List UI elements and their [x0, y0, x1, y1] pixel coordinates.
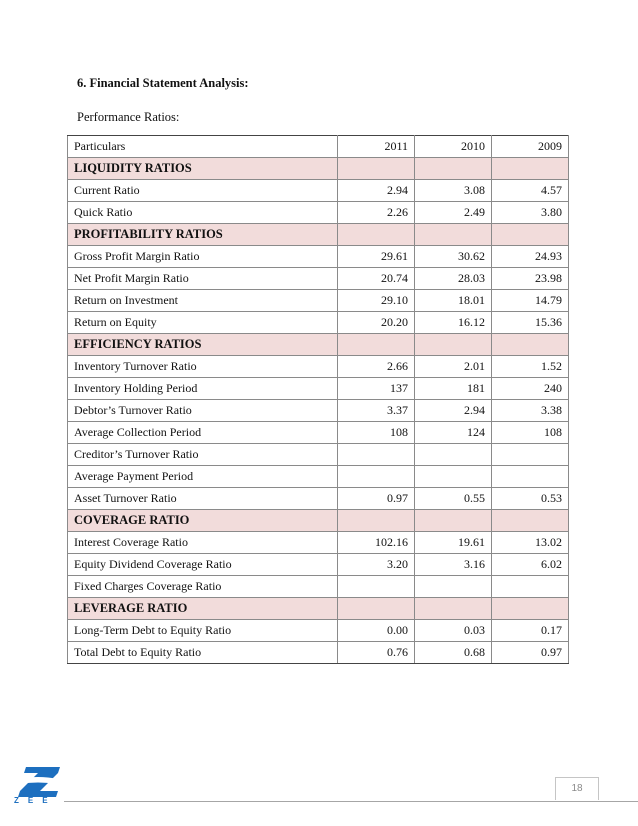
ratio-value-2011 [338, 466, 415, 488]
ratio-label: Creditor’s Turnover Ratio [68, 444, 338, 466]
ratio-label: Net Profit Margin Ratio [68, 268, 338, 290]
header-year-2009: 2009 [492, 136, 569, 158]
section-empty-cell [338, 224, 415, 246]
ratio-value-2009: 108 [492, 422, 569, 444]
section-label: PROFITABILITY RATIOS [68, 224, 338, 246]
ratio-value-2010: 3.08 [415, 180, 492, 202]
table-row [68, 268, 569, 290]
ratio-value-2011: 29.10 [338, 290, 415, 312]
ratio-value-2010 [415, 466, 492, 488]
ratio-value-2009: 3.80 [492, 202, 569, 224]
ratio-value-2011 [338, 444, 415, 466]
ratio-label: Return on Investment [68, 290, 338, 312]
section-empty-cell [492, 510, 569, 532]
ratio-value-2010: 30.62 [415, 246, 492, 268]
zee-logo [4, 765, 64, 820]
ratio-value-2011: 0.97 [338, 488, 415, 510]
ratio-value-2011: 0.76 [338, 642, 415, 664]
logo-wordmark: ZEE [14, 796, 57, 805]
ratio-label: Debtor’s Turnover Ratio [68, 400, 338, 422]
header-year-2011: 2011 [338, 136, 415, 158]
section-empty-cell [415, 510, 492, 532]
ratio-value-2010: 124 [415, 422, 492, 444]
header-particulars: Particulars [68, 136, 338, 158]
section-empty-cell [415, 598, 492, 620]
ratio-value-2010: 181 [415, 378, 492, 400]
ratio-value-2010 [415, 444, 492, 466]
ratio-value-2009: 23.98 [492, 268, 569, 290]
section-heading: 6. Financial Statement Analysis: [77, 76, 249, 90]
ratio-value-2010: 18.01 [415, 290, 492, 312]
ratio-value-2011: 2.26 [338, 202, 415, 224]
ratio-label: Interest Coverage Ratio [68, 532, 338, 554]
ratio-label: Gross Profit Margin Ratio [68, 246, 338, 268]
section-empty-cell [492, 158, 569, 180]
ratio-value-2011: 29.61 [338, 246, 415, 268]
section-empty-cell [492, 598, 569, 620]
table-row [68, 400, 569, 422]
section-empty-cell [338, 598, 415, 620]
ratio-value-2010: 2.49 [415, 202, 492, 224]
ratio-value-2011: 3.20 [338, 554, 415, 576]
header-year-2010: 2010 [415, 136, 492, 158]
ratio-value-2009 [492, 466, 569, 488]
ratio-value-2010: 16.12 [415, 312, 492, 334]
ratio-value-2009: 0.97 [492, 642, 569, 664]
section-label: LIQUIDITY RATIOS [68, 158, 338, 180]
section-empty-cell [338, 158, 415, 180]
ratio-value-2011: 20.74 [338, 268, 415, 290]
ratio-value-2010: 19.61 [415, 532, 492, 554]
section-empty-cell [415, 224, 492, 246]
ratio-value-2009: 0.53 [492, 488, 569, 510]
section-empty-cell [338, 334, 415, 356]
ratio-value-2009 [492, 444, 569, 466]
ratio-value-2011 [338, 576, 415, 598]
section-empty-cell [492, 334, 569, 356]
ratio-value-2009: 6.02 [492, 554, 569, 576]
ratio-value-2011: 108 [338, 422, 415, 444]
section-row [68, 334, 569, 356]
section-label: COVERAGE RATIO [68, 510, 338, 532]
table-body [68, 158, 569, 664]
table-row [68, 444, 569, 466]
table-row [68, 246, 569, 268]
zee-logo-mark [4, 765, 64, 799]
ratio-value-2009: 15.36 [492, 312, 569, 334]
ratio-value-2010: 3.16 [415, 554, 492, 576]
ratio-value-2009: 4.57 [492, 180, 569, 202]
ratio-value-2010: 0.55 [415, 488, 492, 510]
ratio-label: Total Debt to Equity Ratio [68, 642, 338, 664]
section-empty-cell [492, 224, 569, 246]
performance-ratios-table [67, 135, 569, 664]
table-row [68, 532, 569, 554]
table-row [68, 378, 569, 400]
ratio-value-2011: 137 [338, 378, 415, 400]
ratio-value-2010: 2.94 [415, 400, 492, 422]
ratio-label: Equity Dividend Coverage Ratio [68, 554, 338, 576]
table-caption: Performance Ratios: [77, 110, 180, 124]
section-row [68, 598, 569, 620]
table-row [68, 554, 569, 576]
ratio-value-2010: 0.03 [415, 620, 492, 642]
ratio-label: Fixed Charges Coverage Ratio [68, 576, 338, 598]
table-row [68, 312, 569, 334]
section-row [68, 224, 569, 246]
table-row [68, 356, 569, 378]
section-row [68, 158, 569, 180]
table-row [68, 290, 569, 312]
ratio-label: Asset Turnover Ratio [68, 488, 338, 510]
table-header-row [68, 136, 569, 158]
section-empty-cell [415, 334, 492, 356]
ratio-label: Average Collection Period [68, 422, 338, 444]
ratio-label: Inventory Turnover Ratio [68, 356, 338, 378]
ratio-value-2011: 0.00 [338, 620, 415, 642]
ratio-value-2011: 102.16 [338, 532, 415, 554]
ratio-value-2011: 20.20 [338, 312, 415, 334]
ratio-value-2011: 2.94 [338, 180, 415, 202]
ratio-value-2010: 0.68 [415, 642, 492, 664]
table-row [68, 180, 569, 202]
table-row [68, 620, 569, 642]
table-row [68, 422, 569, 444]
ratio-value-2009: 14.79 [492, 290, 569, 312]
table-row [68, 202, 569, 224]
ratio-value-2011: 3.37 [338, 400, 415, 422]
ratio-label: Quick Ratio [68, 202, 338, 224]
section-label: EFFICIENCY RATIOS [68, 334, 338, 356]
ratio-value-2009: 24.93 [492, 246, 569, 268]
ratio-value-2010 [415, 576, 492, 598]
ratio-value-2009 [492, 576, 569, 598]
footer-rule [64, 801, 638, 802]
ratio-value-2010: 28.03 [415, 268, 492, 290]
section-empty-cell [415, 158, 492, 180]
table-row [68, 576, 569, 598]
table-row [68, 466, 569, 488]
ratio-value-2011: 2.66 [338, 356, 415, 378]
section-row [68, 510, 569, 532]
ratio-label: Long-Term Debt to Equity Ratio [68, 620, 338, 642]
ratio-value-2009: 0.17 [492, 620, 569, 642]
section-label: LEVERAGE RATIO [68, 598, 338, 620]
table-row [68, 488, 569, 510]
section-empty-cell [338, 510, 415, 532]
ratio-value-2009: 3.38 [492, 400, 569, 422]
ratio-label: Current Ratio [68, 180, 338, 202]
ratio-label: Return on Equity [68, 312, 338, 334]
ratio-value-2009: 240 [492, 378, 569, 400]
ratio-value-2009: 1.52 [492, 356, 569, 378]
ratio-value-2009: 13.02 [492, 532, 569, 554]
page-number: 18 [555, 777, 599, 800]
table-row [68, 642, 569, 664]
ratio-label: Average Payment Period [68, 466, 338, 488]
ratio-label: Inventory Holding Period [68, 378, 338, 400]
ratio-value-2010: 2.01 [415, 356, 492, 378]
